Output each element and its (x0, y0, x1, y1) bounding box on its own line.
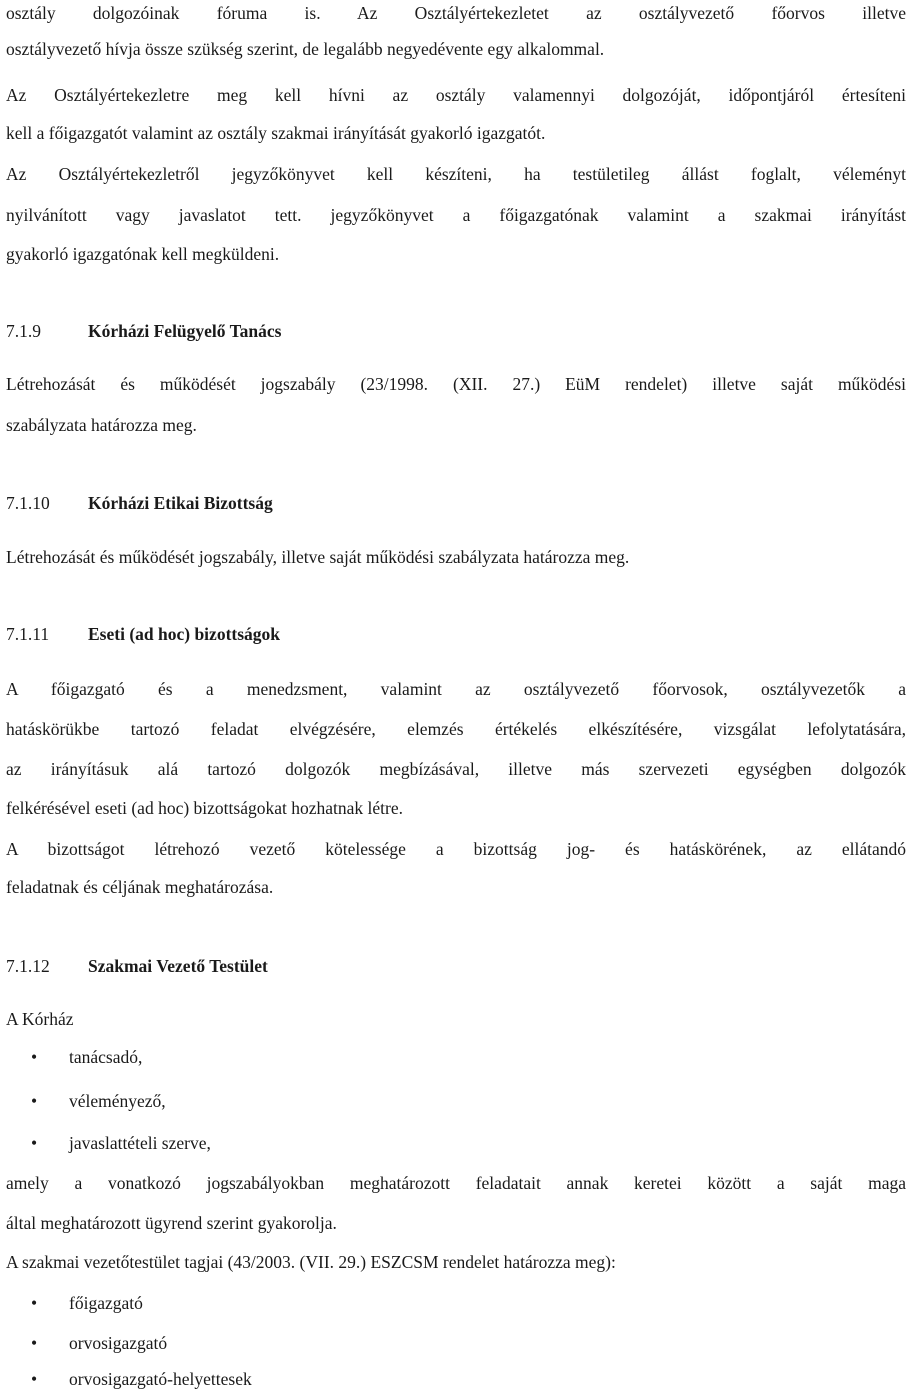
section-7111-line-2: hatáskörükbe tartozó feladat elvégzésére, elemzés értékelés elkészítésére, vizsgálat lefolytatására, (6, 719, 906, 739)
section-title: Eseti (ad hoc) bizottságok (88, 624, 281, 644)
bullet-item (31, 1090, 166, 1112)
section-title: Kórházi Felügyelő Tanács (88, 321, 282, 341)
bullet-icon: • (31, 1047, 38, 1067)
para1-line-2: osztályvezető hívja össze szükség szerint, de legalább negyedévente egy alkalommal. (6, 39, 605, 59)
bullet-text: orvosigazgató-helyettesek (69, 1369, 252, 1389)
bullet-text: főigazgató (69, 1293, 143, 1313)
section-7111-line-4: felkérésével eseti (ad hoc) bizottságokat hozhatnak létre. (6, 798, 403, 818)
bullet-text: tanácsadó, (69, 1047, 143, 1067)
bullet-icon: • (31, 1133, 38, 1153)
para3-line-2: nyilvánított vagy javaslatot tett. jegyzőkönyvet a főigazgatónak valamint a szakmai irányítást (6, 205, 906, 225)
section-7111-line-3: az irányításuk alá tartozó dolgozók megbízásával, illetve más szervezeti egységben dolgozók (6, 759, 906, 779)
section-7112-intro: A Kórház (6, 1009, 74, 1029)
section-number: 7.1.10 (6, 493, 50, 513)
section-title: Kórházi Etikai Bizottság (88, 493, 273, 513)
para3-line-1: Az Osztályértekezletről jegyzőkönyvet kell készíteni, ha testületileg állást foglalt, véleményt (6, 164, 906, 184)
section-7111-line-1: A főigazgató és a menedzsment, valamint az osztályvezető főorvosok, osztályvezetők a (6, 679, 906, 699)
section-heading-7110 (6, 492, 273, 514)
section-719-line-2: szabályzata határozza meg. (6, 415, 197, 435)
bullet-item (31, 1332, 167, 1354)
section-7110-line-1: Létrehozását és működését jogszabály, illetve saját működési szabályzata határozza meg. (6, 547, 630, 567)
section-heading-7111 (6, 623, 280, 645)
section-number: 7.1.11 (6, 624, 50, 644)
bullet-text: javaslattételi szerve, (69, 1133, 211, 1153)
section-7112-line-3: A szakmai vezetőtestület tagjai (43/2003. (VII. 29.) ESZCSM rendelet határozza meg): (6, 1252, 616, 1272)
para3-line-3: gyakorló igazgatónak kell megküldeni. (6, 244, 280, 264)
bullet-icon: • (31, 1333, 38, 1353)
bullet-item (31, 1292, 143, 1314)
section-719-line-1: Létrehozását és működését jogszabály (23/1998. (XII. 27.) EüM rendelet) illetve saját működési (6, 374, 906, 394)
para1-line-1: osztály dolgozóinak fóruma is. Az Osztályértekezletet az osztályvezető főorvos illetve (6, 3, 906, 23)
bullet-icon: • (31, 1369, 38, 1389)
section-heading-7112 (6, 955, 268, 977)
para2-line-1: Az Osztályértekezletre meg kell hívni az osztály valamennyi dolgozóját, időpontjáról értesíteni (6, 85, 906, 105)
bullet-icon: • (31, 1293, 38, 1313)
section-7112-line-1: amely a vonatkozó jogszabályokban meghatározott feladatait annak keretei között a saját maga (6, 1173, 906, 1193)
section-number: 7.1.9 (6, 321, 41, 341)
section-number: 7.1.12 (6, 956, 50, 976)
section-7111-line-6: feladatnak és céljának meghatározása. (6, 877, 274, 897)
section-7111-line-5: A bizottságot létrehozó vezető kötelessége a bizottság jog- és hatáskörének, az ellátandó (6, 839, 906, 859)
bullet-item (31, 1046, 142, 1068)
bullet-item (31, 1368, 252, 1390)
bullet-text: orvosigazgató (69, 1333, 168, 1353)
section-heading-719 (6, 320, 281, 342)
section-7112-line-2: által meghatározott ügyrend szerint gyakorolja. (6, 1213, 337, 1233)
para2-line-2: kell a főigazgatót valamint az osztály szakmai irányítását gyakorló igazgatót. (6, 123, 546, 143)
bullet-item (31, 1132, 211, 1154)
bullet-icon: • (31, 1091, 38, 1111)
section-title: Szakmai Vezető Testület (88, 956, 268, 976)
bullet-text: véleményező, (69, 1091, 166, 1111)
